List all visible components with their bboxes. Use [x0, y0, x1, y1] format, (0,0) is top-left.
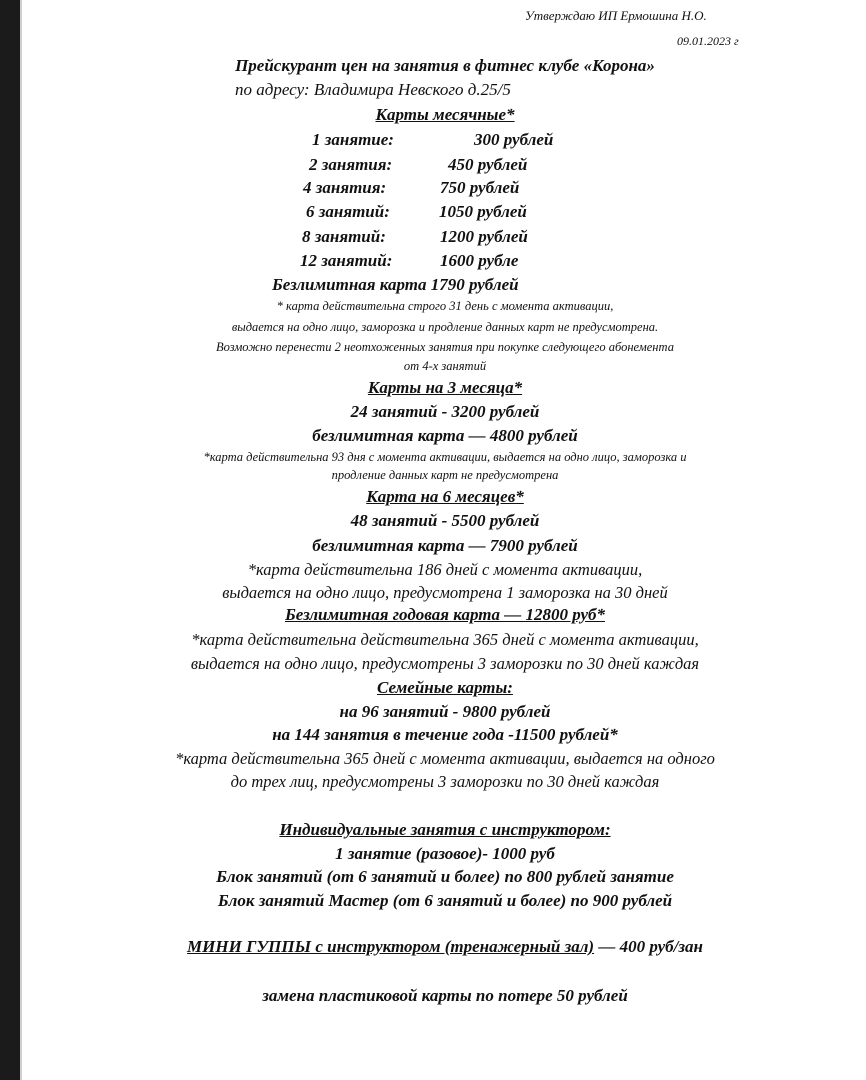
six-months-row: 48 занятий - 5500 рублей: [350, 511, 540, 530]
monthly-row-label: 12 занятий:: [300, 251, 393, 270]
document-title: Прейскурант цен на занятия в фитнес клубе «Корона»: [235, 56, 655, 75]
monthly-note: выдается на одно лицо, заморозка и продление данных карт не предусмотрена.: [231, 320, 659, 334]
family-row: на 96 занятий - 9800 рублей: [339, 702, 551, 721]
individual-row: Блок занятий (от 6 занятий и более) по 800 рублей занятие: [216, 867, 674, 886]
yearly-heading: Безлимитная годовая карта — 12800 руб*: [285, 605, 605, 624]
monthly-row-label: 4 занятия:: [303, 178, 387, 197]
monthly-row-label: 1 занятие:: [312, 130, 394, 149]
monthly-note: Возможно перенести 2 неотхоженных занятия при покупке следующего абонемента: [216, 340, 674, 354]
mini-groups-line: [22, 937, 866, 957]
monthly-row-price: 750 рублей: [440, 178, 520, 197]
document-date: 09.01.2023 г: [677, 34, 739, 48]
yearly-note: выдается на одно лицо, предусмотрены 3 заморозки по 30 дней каждая: [190, 654, 700, 673]
approval-line: Утверждаю ИП Ермошина Н.О.: [525, 8, 707, 23]
family-row: на 144 занятия в течение года -11500 рублей*: [272, 725, 618, 744]
monthly-note: от 4-х занятий: [403, 359, 487, 373]
mini-groups-price: — 400 руб/зан: [594, 937, 703, 956]
three-months-note: *карта действительна 93 дня с момента активации, выдается на одно лицо, заморозка и: [203, 450, 687, 464]
mini-groups-heading: МИНИ ГУППЫ с инструктором (тренажерный зал): [187, 937, 595, 956]
yearly-note: *карта действительна действительна 365 дней с момента активации,: [191, 630, 699, 649]
three-months-note: продление данных карт не предусмотрена: [331, 468, 559, 482]
monthly-row-price: 1600 рубле: [440, 251, 519, 270]
six-months-heading: Карта на 6 месяцев*: [366, 487, 524, 506]
monthly-heading: Карты месячные*: [375, 105, 515, 124]
monthly-row-label: 6 занятий:: [306, 202, 390, 221]
monthly-row-price: 1050 рублей: [439, 202, 527, 221]
family-note: до трех лиц, предусмотрены 3 заморозки по 30 дней каждая: [230, 772, 660, 791]
club-address: по адресу: Владимира Невского д.25/5: [235, 80, 511, 99]
three-months-heading: Карты на 3 месяца*: [367, 378, 523, 397]
individual-row: 1 занятие (разовое)- 1000 руб: [335, 844, 555, 863]
monthly-row-label: 2 занятия:: [309, 155, 393, 174]
family-note: *карта действительна 365 дней с момента активации, выдается на одного: [175, 749, 715, 768]
six-months-row: безлимитная карта — 7900 рублей: [312, 536, 578, 555]
monthly-row-price: 1200 рублей: [440, 227, 528, 246]
individual-row: Блок занятий Мастер (от 6 занятий и более) по 900 рублей: [217, 891, 673, 910]
individual-heading: Индивидуальные занятия с инструктором:: [279, 820, 611, 839]
three-months-row: безлимитная карта — 4800 рублей: [312, 426, 578, 445]
monthly-row-price: 300 рублей: [474, 130, 554, 149]
three-months-row: 24 занятий - 3200 рублей: [350, 402, 540, 421]
six-months-note: *карта действительна 186 дней с момента активации,: [247, 560, 643, 579]
six-months-note: выдается на одно лицо, предусмотрена 1 заморозка на 30 дней: [222, 583, 668, 602]
monthly-row-label: 8 занятий:: [302, 227, 386, 246]
monthly-note: * карта действительна строго 31 день с момента активации,: [276, 299, 614, 313]
card-replacement-line: замена пластиковой карты по потере 50 рублей: [262, 986, 628, 1005]
family-heading: Семейные карты:: [377, 678, 513, 697]
price-list-document: [20, 0, 866, 1080]
monthly-row-price: 450 рублей: [448, 155, 528, 174]
monthly-unlimited: Безлимитная карта 1790 рублей: [272, 275, 519, 294]
